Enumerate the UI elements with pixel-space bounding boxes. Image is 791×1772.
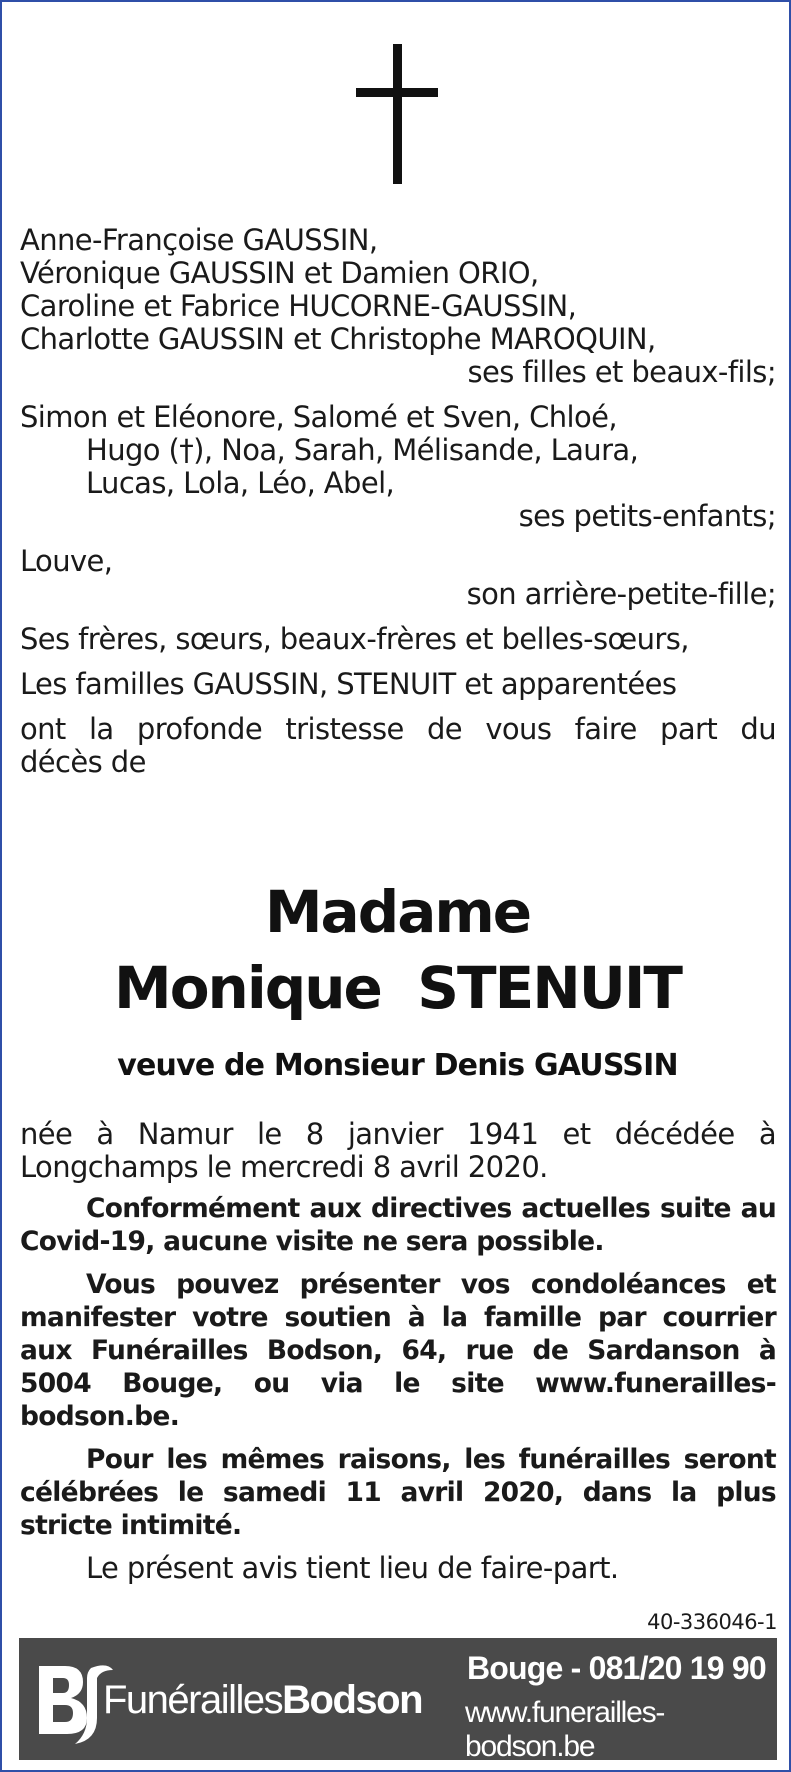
grandchildren-line: Hugo (†), Noa, Sarah, Mélisande, Laura,: [86, 433, 639, 467]
funeral-text: Pour les mêmes raisons, les funérailles seront célébrées le samedi 11 avril 2020, dans la plus stricte intimité.: [20, 1444, 776, 1541]
website-link[interactable]: www.funerailles-bodson.be: [465, 1696, 665, 1763]
daughter-line: Véronique GAUSSIN et Damien ORIO,: [20, 256, 539, 290]
siblings-line: Ses frères, sœurs, beaux-frères et belles-sœurs,: [20, 622, 689, 656]
brand-name: [103, 1678, 422, 1723]
grandchildren-line: Simon et Eléonore, Salomé et Sven, Chloé,: [20, 400, 617, 434]
condolences-text: Vous pouvez présenter vos condoléances et manifester votre soutien à la famille par courrier aux Funérailles Bodson, 64, rue de Sardanson à 5004 Bouge, ou via le site www.funerailles-bodson.be.: [20, 1269, 776, 1432]
deceased-title: Madame: [264, 878, 531, 946]
details-block: [20, 1118, 776, 1585]
faire-part-notice: Le présent avis tient lieu de faire-part.: [86, 1551, 619, 1585]
daughter-line: Charlotte GAUSSIN et Christophe MAROQUIN,: [20, 322, 656, 356]
grandchildren-line: Lucas, Lola, Léo, Abel,: [86, 466, 395, 500]
widow-of: veuve de Monsieur Denis GAUSSIN: [117, 1048, 678, 1083]
brand-light: Funérailles: [103, 1678, 283, 1722]
daughter-line: Caroline et Fabrice HUCORNE-GAUSSIN,: [20, 289, 577, 323]
contact-phone: Bouge - 081/20 19 90: [467, 1650, 766, 1686]
announcement-line: ont la profonde tristesse de vous faire part du: [20, 712, 776, 746]
daughters-role: ses filles et beaux-fils;: [467, 355, 776, 389]
birth-death-text: née à Namur le 8 janvier 1941 et décédée à Longchamps le mercredi 8 avril 2020.: [20, 1117, 776, 1184]
daughter-line: Anne-Françoise GAUSSIN,: [20, 223, 378, 257]
great-grandchild-role: son arrière-petite-fille;: [466, 577, 776, 611]
funeral-home-banner: [19, 1638, 777, 1763]
grandchildren-role: ses petits-enfants;: [518, 499, 776, 533]
families-line: Les familles GAUSSIN, STENUIT et apparentées: [20, 667, 677, 701]
great-grandchild: Louve,: [20, 544, 113, 578]
cross-icon: [356, 44, 438, 184]
covid-notice: Conformément aux directives actuelles suite au Covid-19, aucune visite ne sera possible.: [20, 1193, 776, 1257]
reference-number: 40-336046-1: [647, 1610, 777, 1634]
brand-bold: Bodson: [282, 1678, 423, 1722]
deceased-name: Monique STENUIT: [113, 954, 681, 1022]
announcement-line: décès de: [20, 745, 146, 779]
family-list: [20, 224, 776, 779]
